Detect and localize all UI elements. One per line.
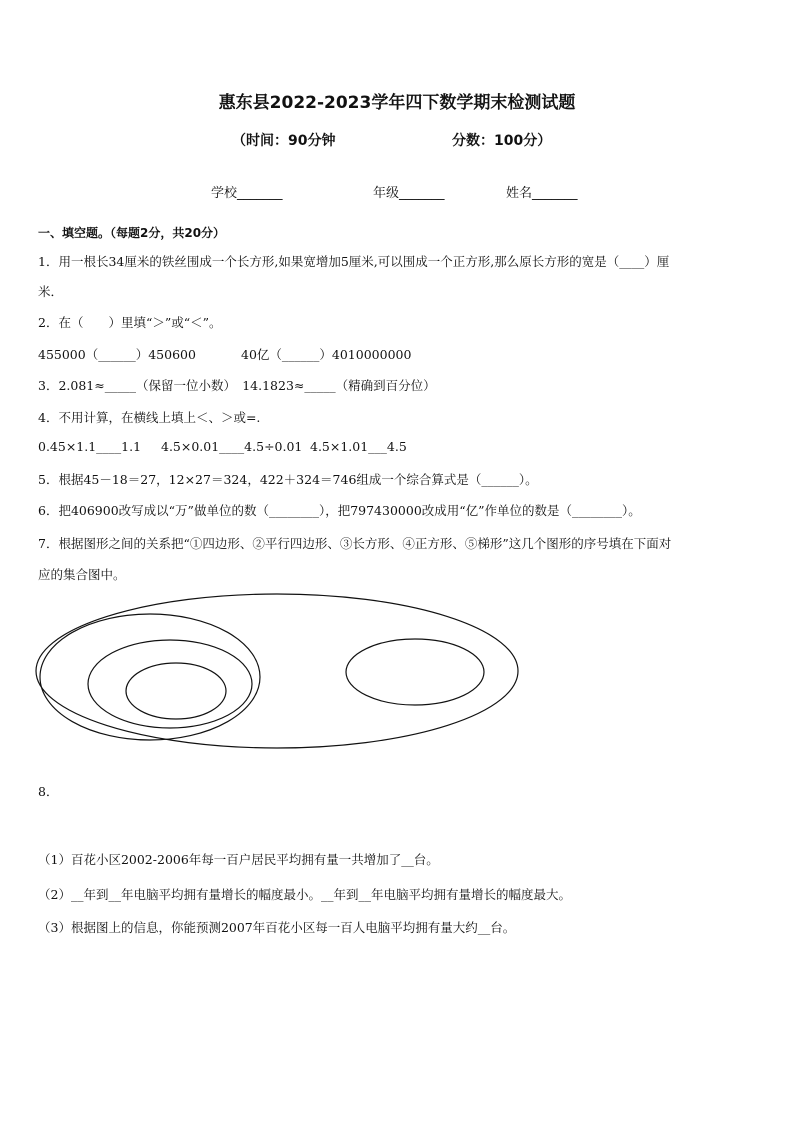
question-8-2: （2）__年到__年电脑平均拥有量增长的幅度最小。__年到__年电脑平均拥有量增长的幅度最大。 xyxy=(38,887,571,902)
name-field: 姓名_______ xyxy=(506,186,578,201)
question-4-b: 4.5×0.01____4.5÷0.01 xyxy=(161,439,303,454)
section-heading: 一、填空题。（每题2分，共20分） xyxy=(38,226,226,240)
venn-third-ellipse xyxy=(88,640,252,728)
venn-second-ellipse xyxy=(40,614,260,740)
question-3: 3．2.081≈_____（保留一位小数） 14.1823≈_____（精确到百分位） xyxy=(38,378,436,393)
question-6: 6．把406900改写成以“万”做单位的数（________），把797430000改成用“亿”作单位的数是（________）。 xyxy=(38,503,641,518)
venn-diagram xyxy=(30,585,530,765)
venn-outer-ellipse xyxy=(36,594,518,748)
question-8: 8． xyxy=(38,784,59,799)
page-title: 惠东县2022-2023学年四下数学期末检测试题 xyxy=(218,93,576,113)
question-8-3: （3）根据图上的信息，你能预测2007年百花小区每一百人电脑平均拥有量大约__台。 xyxy=(38,920,516,935)
question-7-cont: 应的集合图中。 xyxy=(38,567,126,582)
venn-right-ellipse xyxy=(346,639,484,705)
exam-time: （时间：90分钟 xyxy=(232,133,336,149)
question-2-b: 40亿（______）4010000000 xyxy=(241,347,412,362)
question-5: 5．根据45－18＝27，12×27＝324，422＋324＝746组成一个综合算式是（______）。 xyxy=(38,472,538,487)
venn-inner-ellipse xyxy=(126,663,226,719)
grade-field: 年级_______ xyxy=(373,186,445,201)
school-field: 学校_______ xyxy=(211,186,283,201)
question-2-a: 455000（______）450600 xyxy=(38,347,196,362)
exam-score: 分数：100分） xyxy=(452,133,552,149)
question-4: 4．不用计算，在横线上填上＜、＞或=. xyxy=(38,410,261,425)
question-4-a: 0.45×1.1____1.1 xyxy=(38,439,142,454)
question-1: 1．用一根长34厘米的铁丝围成一个长方形,如果宽增加5厘米,可以围成一个正方形,那么原长方形的宽是（____）厘 xyxy=(38,254,670,269)
question-7: 7．根据图形之间的关系把“①四边形、②平行四边形、③长方形、④正方形、⑤梯形”这几个图形的序号填在下面对 xyxy=(38,536,672,551)
question-8-1: （1）百花小区2002-2006年每一百户居民平均拥有量一共增加了__台。 xyxy=(38,852,439,867)
question-2: 2．在（ ）里填“＞”或“＜”。 xyxy=(38,315,222,330)
question-1-cont: 米． xyxy=(38,284,64,299)
question-4-c: 4.5×1.01___4.5 xyxy=(310,439,407,454)
